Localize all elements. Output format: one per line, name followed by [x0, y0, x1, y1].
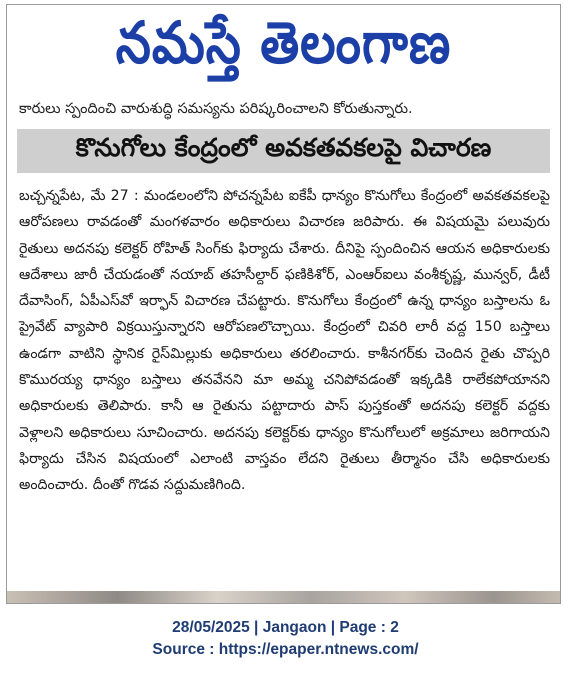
clipping-footer: [0, 617, 571, 661]
newspaper-clipping: [6, 4, 561, 604]
source-link[interactable]: Source : https://epaper.ntnews.com/: [152, 641, 419, 658]
previous-article-fragment: కారులు స్పందించి వారుశుద్ధి సమస్యను పరిష్కరించాలని కోరుతున్నారు.: [19, 101, 413, 117]
headline-band: [17, 129, 550, 173]
edition-info: 28/05/2025 | Jangaon | Page : 2: [172, 619, 399, 636]
masthead: [7, 7, 560, 93]
article-body: బచ్చన్నపేట, మే 27 : మండలంలోని పోచన్నపేట ఐకేపీ ధాన్యం కొనుగోలు కేంద్రంలో అవకతవకలపై ఆరోపణలు రావడంతో మంగళవారం అధికారులు విచారణ జరిపారు. ఈ విషయమై పలువురు రైతులు అదనపు కలెక్టర్ రోహిత్ సింగ్‌కు ఫిర్యాదు చేశారు. దీనిపై స్పందించిన ఆయన అధికారులకు ఆదేశాలు జారీ చేయడంతో నయాబ్ తహసీల్దార్ ఫణికిశోర్, ఎంఆర్ఐలు వంశీకృష్ణ, మున్వర్, డీటీ దేవాసింగ్, ఏపీఎస్‌వో ఇర్ఫాన్ విచారణ చేపట్టారు. కొనుగోలు కేంద్రంలో ఉన్న ధాన్యం బస్తాలను ఓ ప్రైవేట్ వ్యాపారి విక్రయిస్తున్నారని ఆరోపణలొచ్చాయి. కేంద్రంలో చివరి లారీ వద్ద 150 బస్తాలు ఉండగా వాటిని స్థానిక రైస్‌మిల్లుకు అధికారులు తరలించారు. కాశీనగర్‌కు చెందిన రైతు చొప్పరి కొమురయ్య ధాన్యం బస్తాలు తనవేనని మా అమ్మ చనిపోవడంతో ఇక్కడికి రాలేకపోయానని అధికారులకు తెలిపారు. కానీ ఆ రైతును పట్టాదారు పాస్ పుస్తకంతో అదనపు కలెక్టర్ వద్దకు వెళ్లాలని అధికారులు సూచించారు. అదనపు కలెక్టర్‌కు ధాన్యం కొనుగోలులో అక్రమాలు జరిగాయని ఫిర్యాదు చేసిన విషయంలో ఎలాంటి వాస్తవం లేదని రైతులు తీర్మానం చేసి అధికారులకు అందించారు. దీంతో గొడవ సద్దుమణిగింది.: [19, 188, 550, 494]
article-headline: కొనుగోలు కేంద్రంలో అవకతవకలపై విచారణ: [75, 133, 492, 162]
newspaper-title: నమస్తే తెలంగాణ: [115, 9, 452, 76]
next-article-image-strip: [7, 591, 560, 603]
